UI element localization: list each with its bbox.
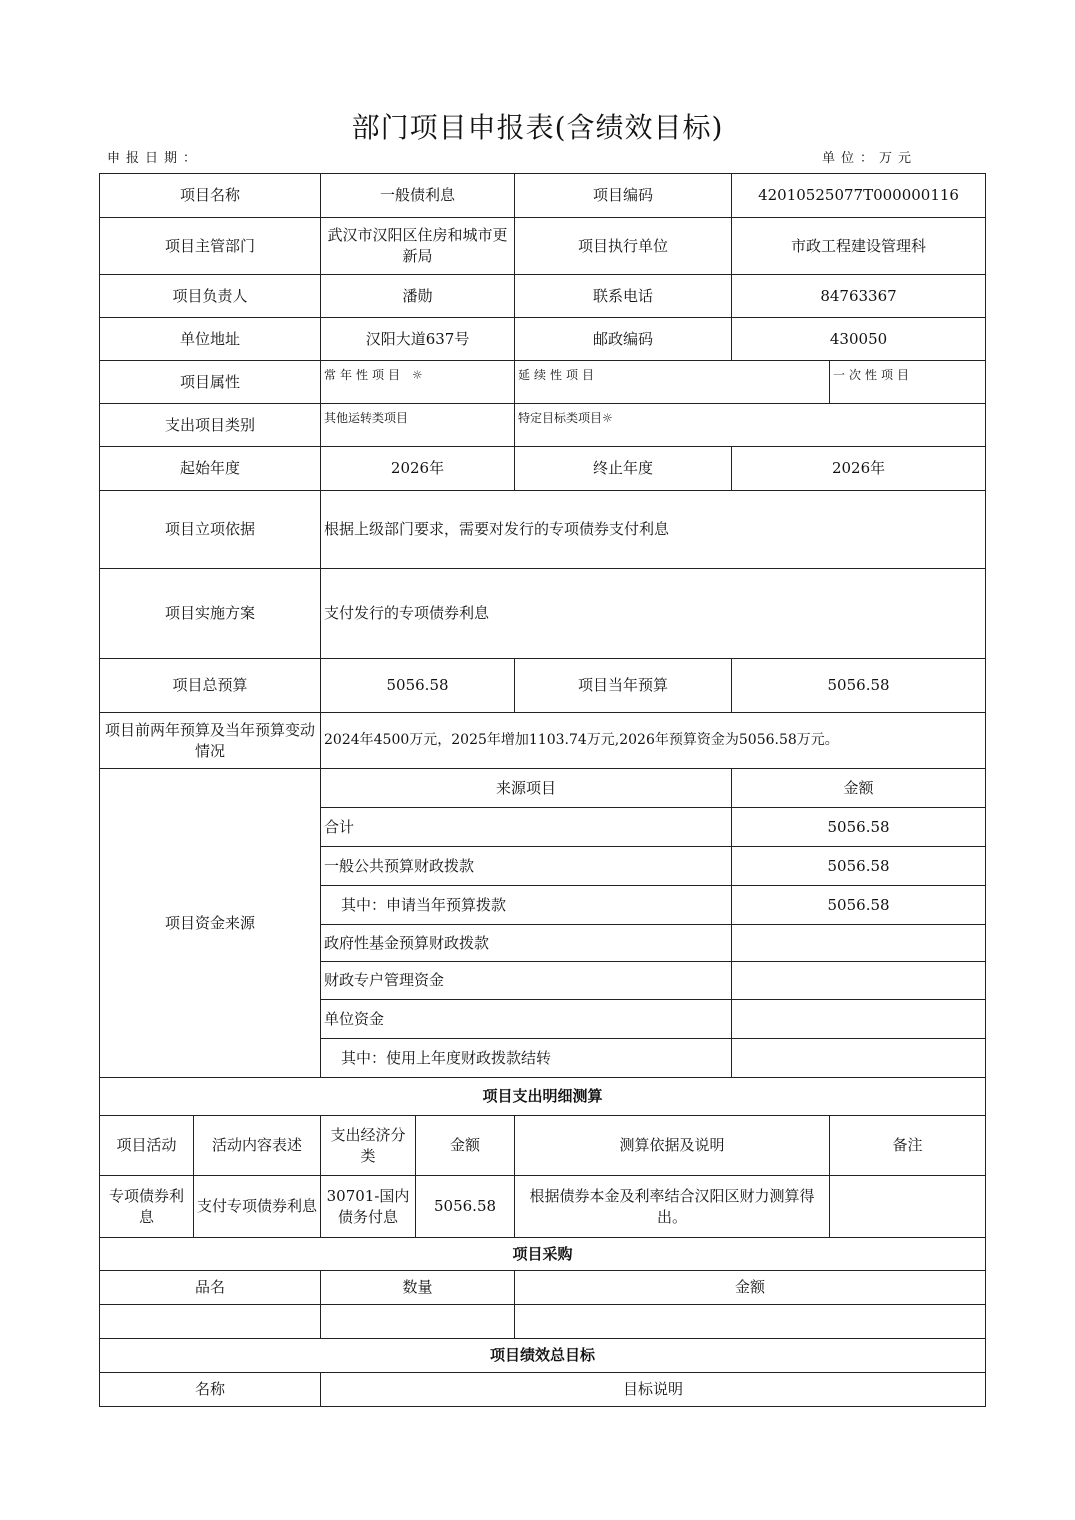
zip-label: 邮政编码 — [515, 318, 732, 361]
owner-value: 潘勋 — [321, 275, 515, 318]
expense-header: 项目活动 — [100, 1116, 194, 1176]
type-option-2: 特定目标类项目☼ — [515, 404, 986, 447]
funding-row-name: 单位资金 — [321, 1000, 732, 1039]
total-value: 5056.58 — [321, 659, 515, 713]
procurement-cell — [321, 1305, 515, 1339]
attr-option-1: 常年性项目 ☼ — [321, 361, 515, 404]
expense-cell: 专项债券利息 — [100, 1176, 194, 1238]
expense-cell: 5056.58 — [416, 1176, 515, 1238]
funding-row-amount — [732, 962, 986, 1000]
end-value: 2026年 — [732, 447, 986, 491]
funding-col-source: 来源项目 — [321, 769, 732, 808]
funding-label: 项目资金来源 — [100, 769, 321, 1078]
procurement-header: 品名 — [100, 1271, 321, 1305]
expense-header: 活动内容表述 — [194, 1116, 321, 1176]
change-label: 项目前两年预算及当年预算变动情况 — [100, 713, 321, 769]
attr-option-3: 一次性项目 — [830, 361, 986, 404]
procurement-cell — [100, 1305, 321, 1339]
total-label: 项目总预算 — [100, 659, 321, 713]
year-budget-value: 5056.58 — [732, 659, 986, 713]
funding-row-amount: 5056.58 — [732, 886, 986, 925]
name-value: 一般债利息 — [321, 174, 515, 218]
year-budget-label: 项目当年预算 — [515, 659, 732, 713]
end-label: 终止年度 — [515, 447, 732, 491]
exec-value: 市政工程建设管理科 — [732, 218, 986, 275]
project-form-table — [99, 173, 986, 1407]
start-value: 2026年 — [321, 447, 515, 491]
expense-header: 备注 — [830, 1116, 986, 1176]
funding-row-amount — [732, 1039, 986, 1078]
exec-label: 项目执行单位 — [515, 218, 732, 275]
start-label: 起始年度 — [100, 447, 321, 491]
addr-label: 单位地址 — [100, 318, 321, 361]
zip-value: 430050 — [732, 318, 986, 361]
type-option-1: 其他运转类项目 — [321, 404, 515, 447]
dept-value: 武汉市汉阳区住房和城市更新局 — [321, 218, 515, 275]
funding-row-amount — [732, 925, 986, 962]
date-label: 申报日期： — [107, 151, 203, 166]
expense-title: 项目支出明细测算 — [100, 1078, 986, 1116]
expense-header: 支出经济分类 — [321, 1116, 416, 1176]
expense-cell: 支付专项债券利息 — [194, 1176, 321, 1238]
funding-row-amount — [732, 1000, 986, 1039]
attr-label: 项目属性 — [100, 361, 321, 404]
performance-header: 名称 — [100, 1373, 321, 1407]
phone-label: 联系电话 — [515, 275, 732, 318]
expense-header: 测算依据及说明 — [515, 1116, 830, 1176]
expense-header: 金额 — [416, 1116, 515, 1176]
performance-title: 项目绩效总目标 — [100, 1339, 986, 1373]
funding-row-name: 合计 — [321, 808, 732, 847]
name-label: 项目名称 — [100, 174, 321, 218]
attr-option-2: 延续性项目 — [515, 361, 830, 404]
funding-row-amount: 5056.58 — [732, 808, 986, 847]
performance-header: 目标说明 — [321, 1373, 986, 1407]
procurement-header: 数量 — [321, 1271, 515, 1305]
dept-label: 项目主管部门 — [100, 218, 321, 275]
phone-value: 84763367 — [732, 275, 986, 318]
plan-label: 项目实施方案 — [100, 569, 321, 659]
code-value: 42010525077T000000116 — [732, 174, 986, 218]
procurement-header: 金额 — [515, 1271, 986, 1305]
funding-row-name: 财政专户管理资金 — [321, 962, 732, 1000]
expense-cell — [830, 1176, 986, 1238]
procurement-title: 项目采购 — [100, 1238, 986, 1271]
expense-cell: 根据债券本金及利率结合汉阳区财力测算得出。 — [515, 1176, 830, 1238]
addr-value: 汉阳大道637号 — [321, 318, 515, 361]
code-label: 项目编码 — [515, 174, 732, 218]
funding-row-name: 一般公共预算财政拨款 — [321, 847, 732, 886]
type-label: 支出项目类别 — [100, 404, 321, 447]
change-value: 2024年4500万元，2025年增加1103.74万元,2026年预算资金为5056.58万元。 — [321, 713, 986, 769]
funding-row-name: 其中：使用上年度财政拨款结转 — [321, 1039, 732, 1078]
page-title: 部门项目申报表(含绩效目标) — [351, 111, 724, 144]
basis-label: 项目立项依据 — [100, 491, 321, 569]
expense-cell: 30701-国内债务付息 — [321, 1176, 416, 1238]
unit-label: 单位：万元 — [822, 151, 918, 166]
funding-col-amount: 金额 — [732, 769, 986, 808]
basis-value: 根据上级部门要求，需要对发行的专项债券支付利息 — [321, 491, 986, 569]
owner-label: 项目负责人 — [100, 275, 321, 318]
plan-value: 支付发行的专项债券利息 — [321, 569, 986, 659]
procurement-cell — [515, 1305, 986, 1339]
funding-row-amount: 5056.58 — [732, 847, 986, 886]
funding-row-name: 其中：申请当年预算拨款 — [321, 886, 732, 925]
funding-row-name: 政府性基金预算财政拨款 — [321, 925, 732, 962]
